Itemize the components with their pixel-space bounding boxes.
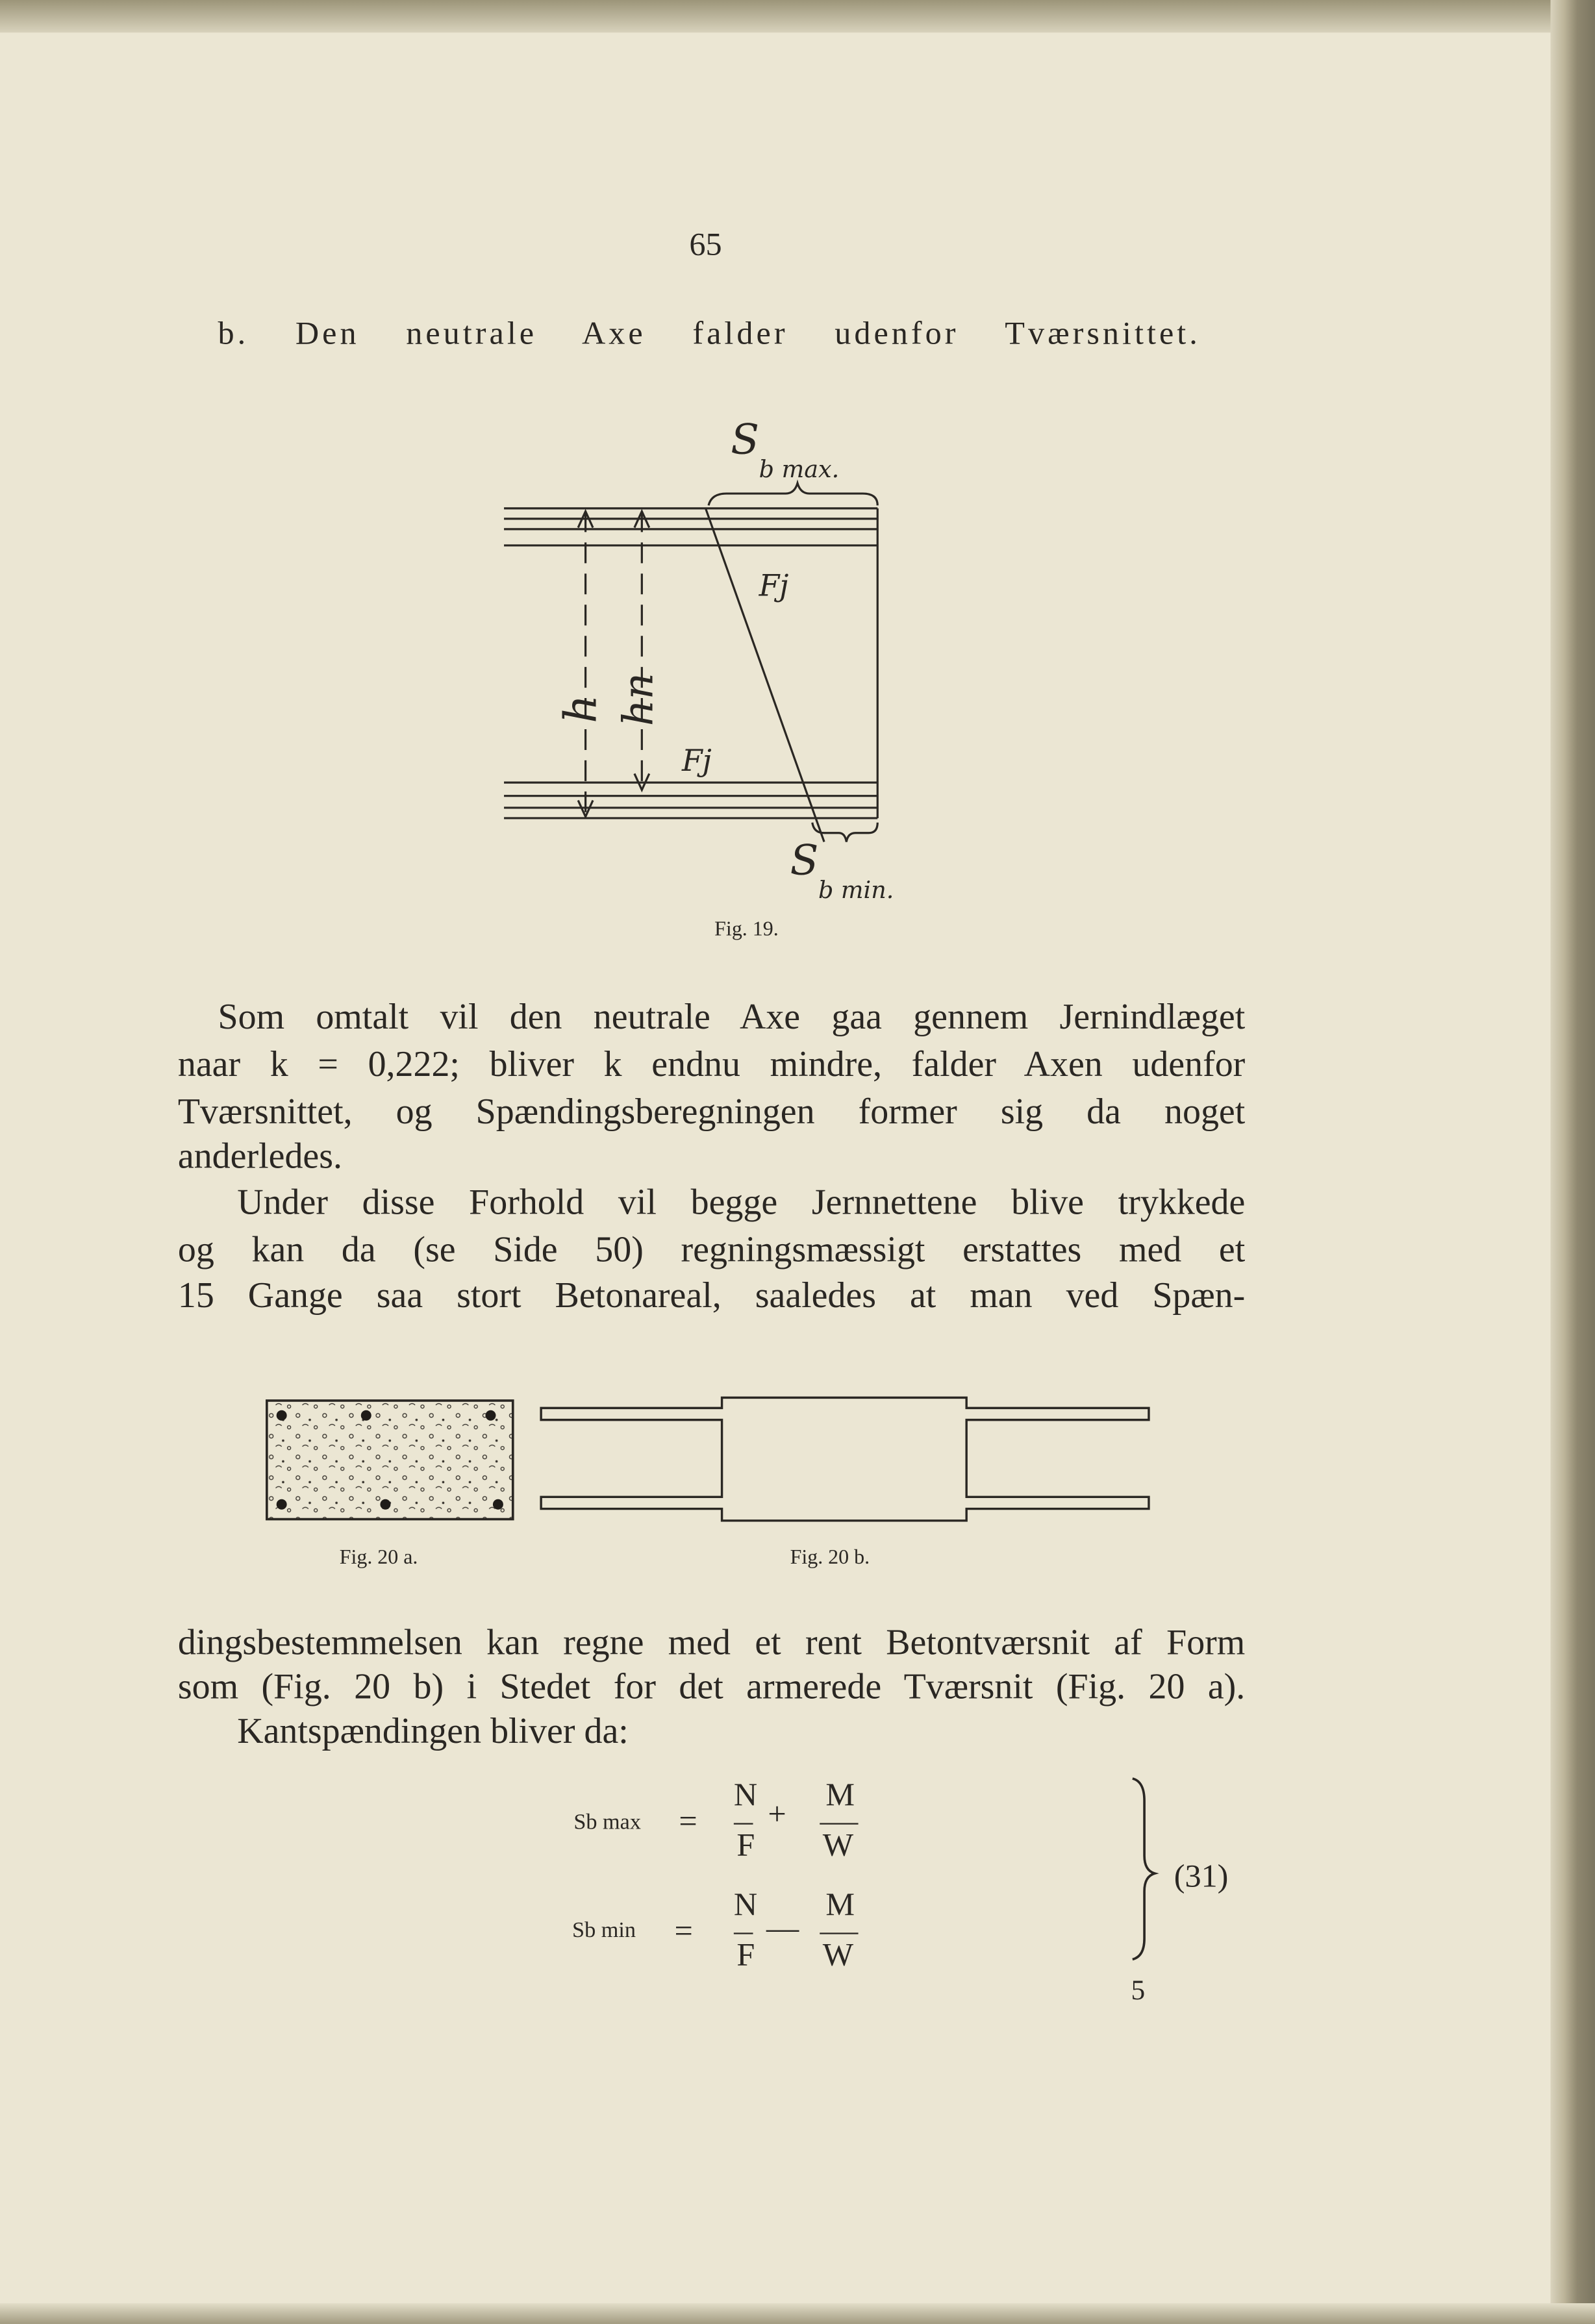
sb-min-label-sub: b min. — [818, 876, 894, 905]
figure-20a — [267, 1401, 513, 1519]
eq-lhs: Sb min — [572, 1919, 636, 1943]
eq-numerator: M — [825, 1885, 855, 1923]
eq-denominator: W — [822, 1826, 854, 1864]
eq-equals: = — [674, 1912, 693, 1949]
sb-max-label-sub: b max. — [759, 455, 840, 483]
paragraph-2-line: og kan da (se Side 50) regningsmæssigt erstattes med et — [177, 1230, 1246, 1271]
eq-lhs: Sb max — [573, 1811, 642, 1835]
eq-equals: = — [679, 1802, 697, 1840]
top-brace — [709, 483, 877, 505]
sb-min-label-s: S — [790, 836, 819, 885]
figure-20b-caption: Fig. 20 b. — [790, 1547, 870, 1570]
rebar — [380, 1499, 390, 1510]
eq-denominator: W — [822, 1935, 854, 1973]
fj-bottom-label: Fj — [681, 743, 712, 778]
rebar — [486, 1410, 496, 1421]
rebar — [277, 1410, 287, 1421]
eq-denominator: F — [736, 1935, 755, 1973]
paragraph-2-line: 15 Gange saa stort Betonareal, saaledes at man ved Spæn- — [177, 1276, 1246, 1316]
eq-minus: — — [766, 1908, 799, 1946]
figure-20a-caption: Fig. 20 a. — [339, 1547, 418, 1570]
figure-20b — [541, 1397, 1149, 1520]
figure-19-caption: Fig. 19. — [714, 919, 779, 942]
paragraph-3-line: som (Fig. 20 b) i Stedet for det armerede Tværsnit (Fig. 20 a). — [177, 1667, 1246, 1708]
eq-denominator: F — [736, 1826, 755, 1864]
hn-label: hn — [614, 673, 663, 727]
eq-plus: + — [768, 1795, 786, 1832]
equation-number: (31) — [1174, 1856, 1229, 1895]
page-number: 65 — [689, 225, 722, 263]
paragraph-1-line: Tværsnittet, og Spændingsberegningen former sig da noget — [177, 1092, 1246, 1132]
section-heading: b. Den neutrale Axe falder udenfor Tværsnittet. — [218, 314, 1201, 351]
eq-numerator: N — [733, 1885, 758, 1923]
rebar — [493, 1499, 503, 1510]
equation-brace — [1133, 1779, 1155, 1959]
eq-numerator: N — [733, 1775, 758, 1813]
fraction-bar — [820, 1823, 858, 1824]
paragraph-3-line: dingsbestemmelsen kan regne med et rent Betontværsnit af Form — [177, 1623, 1246, 1663]
fraction-bar — [734, 1823, 753, 1824]
signature-mark: 5 — [1131, 1975, 1146, 2007]
stress-diagonal — [705, 508, 824, 842]
paragraph-2-line: Under disse Forhold vil begge Jernnettene blive trykkede — [237, 1182, 1246, 1223]
fraction-bar — [820, 1932, 858, 1934]
paragraph-1-line: anderledes. — [177, 1136, 342, 1177]
fj-top-label: Fj — [759, 568, 789, 603]
paragraph-1-line: naar k = 0,222; bliver k endnu mindre, falder Axen udenfor — [177, 1045, 1246, 1085]
rebar — [361, 1410, 371, 1421]
rebar — [277, 1499, 287, 1510]
h-label: h — [555, 694, 607, 723]
sb-max-label-s: S — [731, 416, 760, 464]
paragraph-1-line: Som omtalt vil den neutrale Axe gaa gennem Jernindlæget — [218, 997, 1246, 1038]
eq-numerator: M — [825, 1775, 855, 1813]
fraction-bar — [734, 1932, 753, 1934]
paragraph-3-line: Kantspændingen bliver da: — [237, 1712, 629, 1752]
